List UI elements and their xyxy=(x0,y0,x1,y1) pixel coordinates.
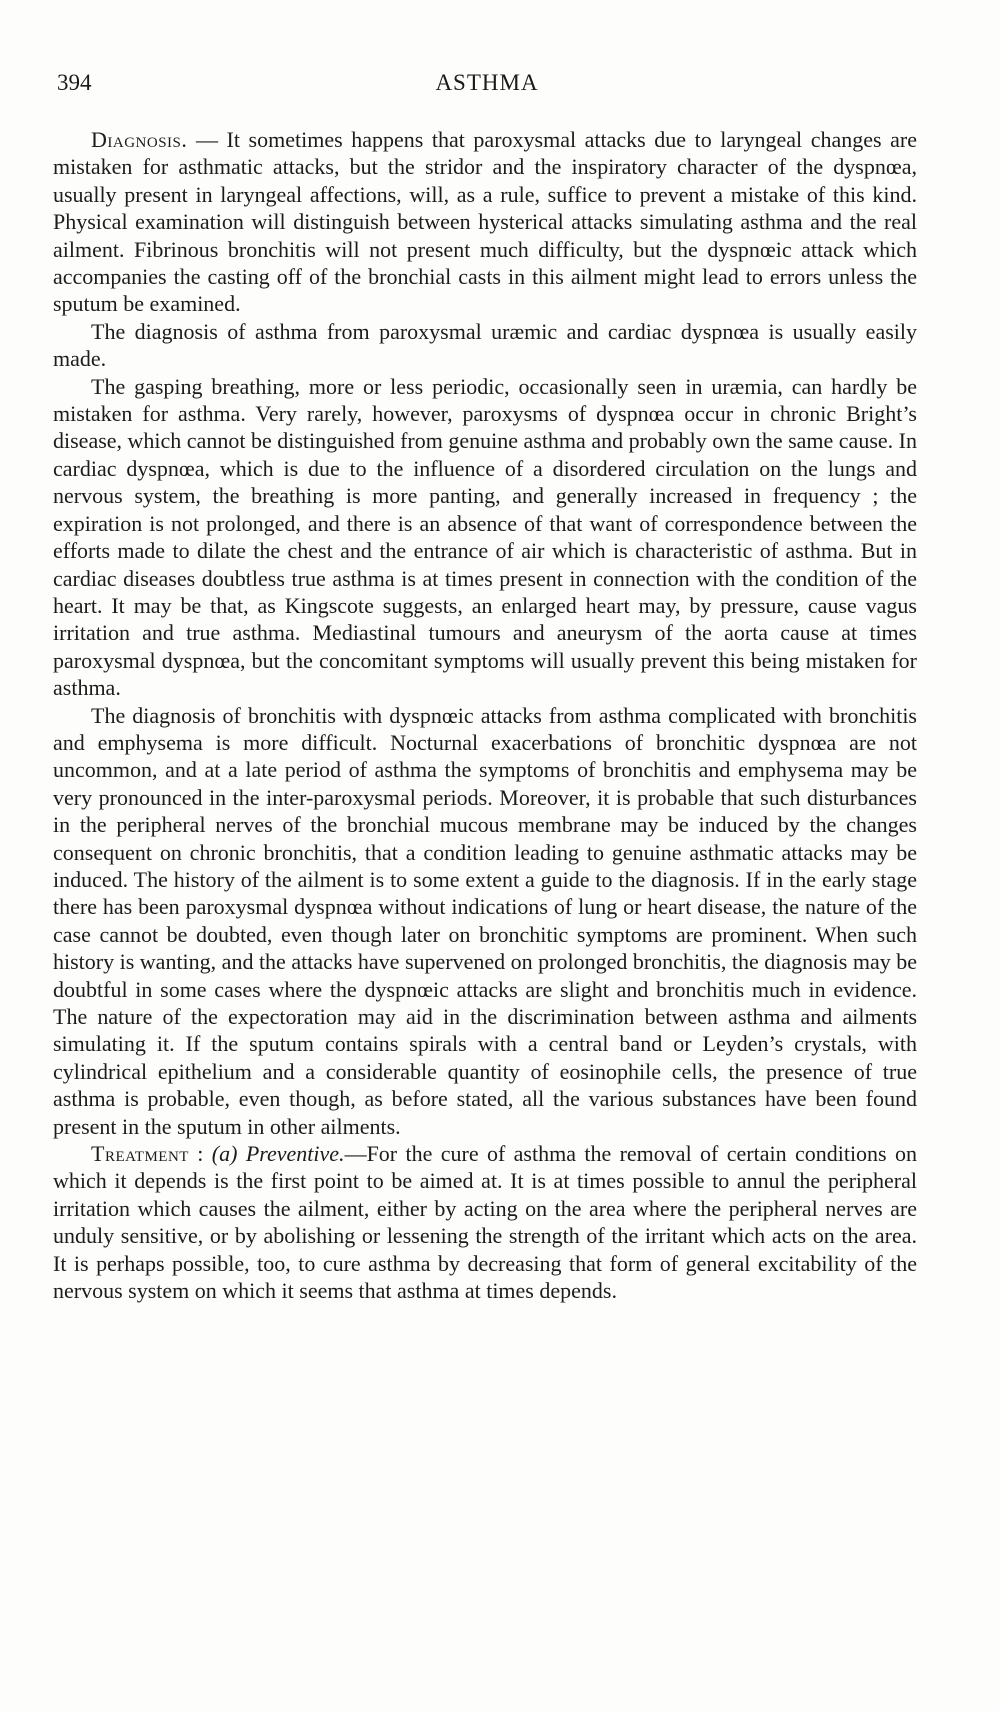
paragraph-text: The gasping breathing, more or less periodic, occasionally seen in uræmia, can hardly be mistaken for asthma. Very rarely, however, paroxysms of dyspnœa occur in chronic Bright’s disease, which cannot be distinguished from genuine asthma and probably own the same cause. In cardiac dyspnœa, which is due to the influence of a disordered circulation on the lungs and nervous system, the breathing is more panting, and generally increased in frequency ; the expiration is not prolonged, and there is an absence of that want of correspondence between the efforts made to dilate the chest and the entrance of air which is characteristic of asthma. But in cardiac diseases doubtless true asthma is at times present in connection with the condition of the heart. It may be that, as Kingscote suggests, an enlarged heart may, by pressure, cause vagus irritation and true asthma. Mediastinal tumours and aneurysm of the aorta cause at times paroxysmal dyspnœa, but the concomitant symptoms will usually prevent this being mistaken for asthma. xyxy=(53,373,917,701)
paragraph-text: — It sometimes happens that paroxysmal attacks due to laryngeal changes are mistaken for asthmatic attacks, but the stridor and the inspiratory character of the dyspnœa, usually present in laryngeal affections, will, as a rule, suffice to prevent a mistake of this kind. Physical examination will distinguish between hysterical attacks simulating asthma and the real ailment. Fibrinous bronchitis will not present much difficulty, but the dyspnœic attack which accompanies the casting off of the bronchial casts in this ailment might lead to errors unless the sputum be examined. xyxy=(53,127,917,317)
section-heading-treatment: Treatment xyxy=(91,1141,189,1167)
heading-separator: : xyxy=(188,1141,212,1167)
body-text xyxy=(53,126,917,1304)
paragraph-text: The diagnosis of bronchitis with dyspnœic attacks from asthma complicated with bronchitis and emphysema is more difficult. Nocturnal exacerbations of bronchitic dyspnœa are not uncommon, and at a late period of asthma the symptoms of bronchitis and emphysema may be very pronounced in the inter-paroxysmal periods. Moreover, it is probable that such disturbances in the peripheral nerves of the bronchial mucous membrane may be induced by the changes consequent on chronic bronchitis, that a condition leading to genuine asthmatic attacks may be induced. The history of the ailment is to some extent a guide to the diagnosis. If in the early stage there has been paroxysmal dyspnœa without indications of lung or heart disease, the nature of the case cannot be doubted, even though later on bronchitic symptoms are prominent. When such history is wanting, and the attacks have supervened on prolonged bronchitis, the diagnosis may be doubtful in some cases where the dyspnœic attacks are slight and bronchitis much in evidence. The nature of the expectoration may aid in the discrimination between asthma and ailments simulating it. If the sputum contains spirals with a central band or Leyden’s crystals, with cylindrical epithelium and a considerable quantity of eosinophile cells, the presence of true asthma is probable, even though, as before stated, all the various substances have been found present in the sputum in other ailments. xyxy=(53,702,917,1139)
paragraph-text: The diagnosis of asthma from paroxysmal uræmic and cardiac dyspnœa is usually easily made. xyxy=(53,318,917,372)
subheading-preventive: (a) Preventive. xyxy=(211,1141,345,1167)
running-head xyxy=(57,64,917,104)
paragraph-uraemic-cardiac xyxy=(53,318,917,373)
paragraph-uraemia xyxy=(53,373,917,702)
paragraph-bronchitis xyxy=(53,702,917,1141)
section-heading-diagnosis: Diagnosis. xyxy=(91,127,188,152)
page-number: 394 xyxy=(57,70,92,95)
paragraph-text: —For the cure of asthma the removal of certain conditions on which it depends is the first point to be aimed at. It is at times possible to annul the peripheral irritation which causes the ailment, either by acting on the area where the peripheral nerves are unduly sensitive, or by abolishing or lessening the strength of the irritant which acts on the area. It is perhaps possible, too, to cure asthma by decreasing that form of general excitability of the nervous system on which it seems that asthma at times depends. xyxy=(53,1141,917,1304)
paragraph-diagnosis xyxy=(53,126,917,318)
paragraph-treatment xyxy=(53,1140,917,1304)
running-title: ASTHMA xyxy=(435,70,539,95)
